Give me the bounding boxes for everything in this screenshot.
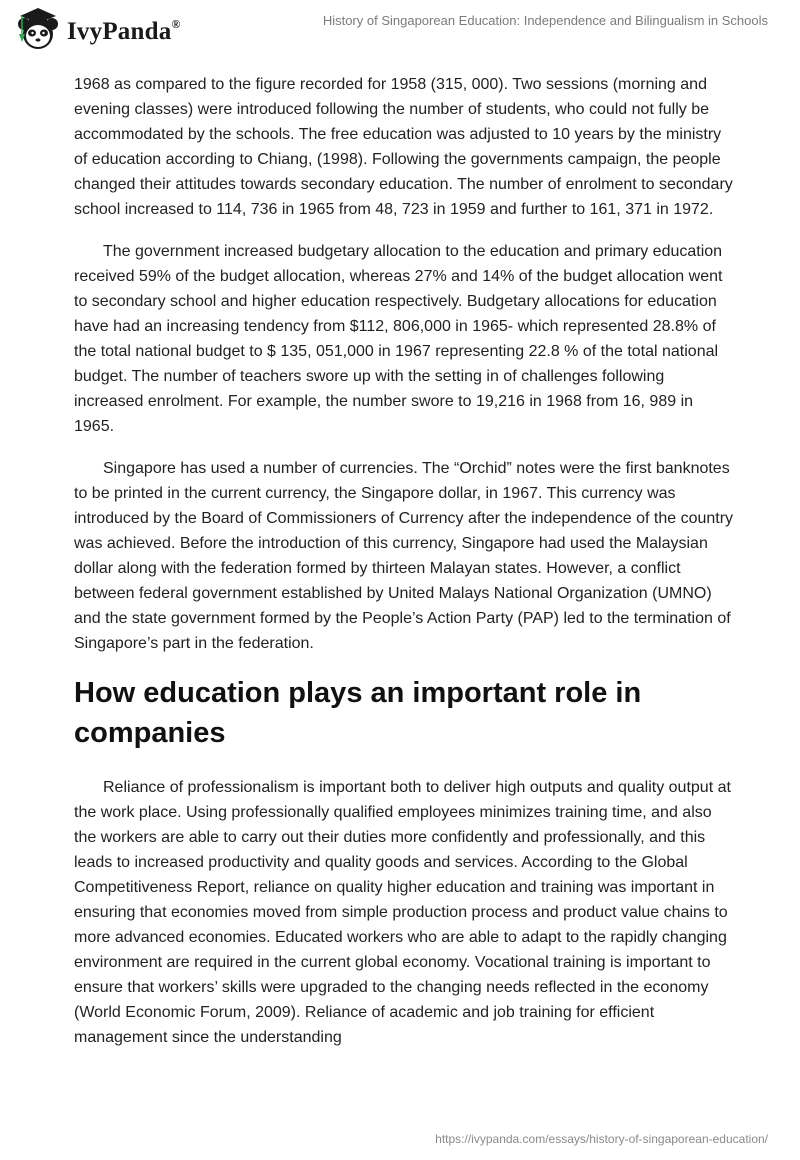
page-header	[0, 0, 800, 60]
panda-graduate-icon	[14, 4, 64, 52]
paragraph: Reliance of professionalism is important both to deliver high outputs and quality output at the work place. Using professionally qualified employees minimizes training time, and also the workers are able to carry out their duties more confidently and professionally, and this leads to increased productivity and quality goods and services. According to the Global Competitiveness Report, reliance on quality higher education and training was important in ensuring that economies moved from simple production process and product value chains to more advanced economies. Educated workers who are able to adapt to the rapidly changing environment are required in the current global economy. Vocational training is important to ensure that workers’ skills were upgraded to the changing needs reflected in the economy (World Economic Forum, 2009). Reliance of academic and job training for efficient management since the understanding	[74, 779, 731, 1046]
brand-logo[interactable]	[14, 4, 181, 52]
paragraph: Singapore has used a number of currencies. The “Orchid” notes were the first banknotes to be printed in the current currency, the Singapore dollar, in 1967. This currency was introduced by the Board of Commissioners of Currency after the independence of the country was achieved. Before the introduction of this currency, Singapore had used the Malaysian dollar along with the federation formed by thirteen Malayan states. However, a conflict between federal government established by United Malays National Organization (UMNO) and the state government formed by the People’s Action Party (PAP) led to the termination of Singapore’s part in the federation.	[74, 460, 734, 652]
section-heading: How education plays an important role in companies	[74, 677, 642, 749]
brand-name: IvyPanda®	[67, 16, 181, 45]
paragraph: 1968 as compared to the figure recorded for 1958 (315, 000). Two sessions (morning and evening classes) were introduced following the number of students, who could not fully be accommodated by the schools. The free education was adjusted to 10 years by the ministry of education according to Chiang, (1998). Following the governments campaign, the people changed their attitudes towards secondary education. The number of enrolment to secondary school increased to 114, 736 in 1965 from 48, 723 in 1959 and further to 161, 371 in 1972.	[74, 76, 733, 218]
source-url[interactable]: https://ivypanda.com/essays/history-of-singaporean-education/	[435, 1132, 768, 1146]
essay-content	[74, 72, 734, 1067]
document-title: History of Singaporean Education: Independence and Bilingualism in Schools	[322, 13, 768, 28]
paragraph: The government increased budgetary allocation to the education and primary education received 59% of the budget allocation, whereas 27% and 14% of the budget allocation went to secondary school and higher education respectively. Budgetary allocations for education have had an increasing tendency from $112, 806,000 in 1965- which represented 28.8% of the total national budget to $ 135, 051,000 in 1967 representing 22.8 % of the total national budget. The number of teachers swore up with the setting in of challenges following increased enrolment. For example, the number swore to 19,216 in 1968 from 16, 989 in 1965.	[74, 243, 723, 435]
